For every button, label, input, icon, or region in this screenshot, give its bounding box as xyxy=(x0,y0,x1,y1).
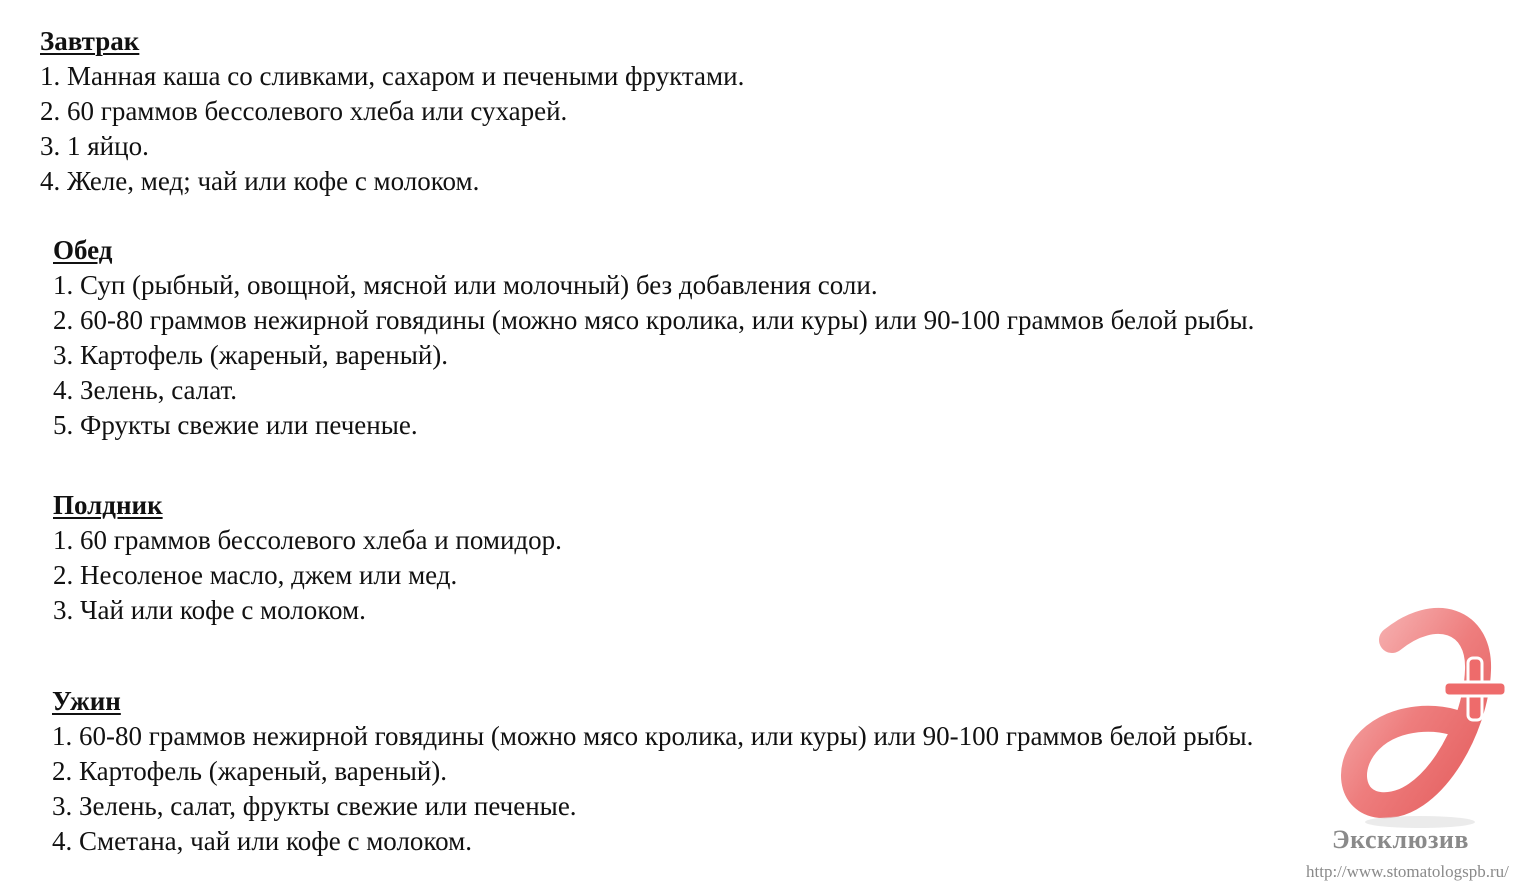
list-item: 1. Суп (рыбный, овощной, мясной или молочный) без добавления соли. xyxy=(53,270,878,300)
list-item: 4. Зелень, салат. xyxy=(53,375,238,405)
section-heading-breakfast: Завтрак xyxy=(40,26,140,56)
list-item: 4. Сметана, чай или кофе с молоком. xyxy=(52,826,472,856)
list-item: 2. Несоленое масло, джем или мед. xyxy=(53,560,458,590)
list-item: 3. Картофель (жареный, вареный). xyxy=(53,340,449,370)
item-list-lunch xyxy=(53,268,1254,443)
watermark xyxy=(1300,600,1536,895)
list-item: 1. 60-80 граммов нежирной говядины (можно мясо кролика, или куры) или 90-100 граммов белой рыбы. xyxy=(52,721,1254,751)
list-item: 3. Зелень, салат, фрукты свежие или печеные. xyxy=(52,791,577,821)
section-lunch xyxy=(53,233,1254,443)
item-list-snack xyxy=(53,523,562,628)
section-snack xyxy=(53,488,562,628)
item-list-dinner xyxy=(52,719,1253,859)
section-heading-dinner: Ужин xyxy=(52,686,121,716)
section-heading-lunch: Обед xyxy=(53,235,113,265)
clinic-logo-icon xyxy=(1330,600,1530,830)
list-item: 4. Желе, мед; чай или кофе с молоком. xyxy=(40,166,480,196)
list-item: 5. Фрукты свежие или печеные. xyxy=(53,410,418,440)
watermark-url: http://www.stomatologspb.ru/ xyxy=(1306,862,1509,881)
list-item: 1. Манная каша со сливками, сахаром и печеными фруктами. xyxy=(40,61,745,91)
list-item: 2. 60 граммов бессолевого хлеба или сухарей. xyxy=(40,96,568,126)
section-heading-snack: Полдник xyxy=(53,490,163,520)
section-dinner xyxy=(52,684,1253,859)
item-list-breakfast xyxy=(40,59,744,199)
list-item: 3. Чай или кофе с молоком. xyxy=(53,595,366,625)
watermark-name: Эксклюзив xyxy=(1332,825,1469,854)
list-item: 2. Картофель (жареный, вареный). xyxy=(52,756,448,786)
list-item: 3. 1 яйцо. xyxy=(40,131,149,161)
list-item: 2. 60-80 граммов нежирной говядины (можно мясо кролика, или куры) или 90-100 граммов белой рыбы. xyxy=(53,305,1255,335)
section-breakfast xyxy=(40,24,744,199)
list-item: 1. 60 граммов бессолевого хлеба и помидор. xyxy=(53,525,562,555)
